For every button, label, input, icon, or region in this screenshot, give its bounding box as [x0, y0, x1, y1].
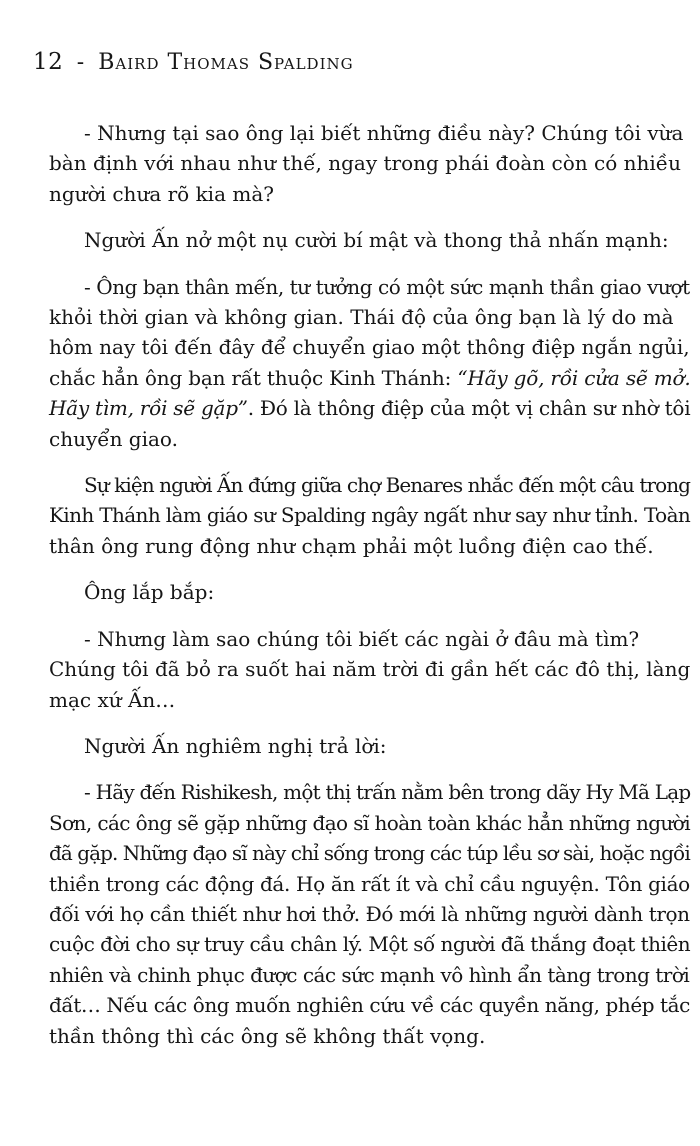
text-line: Kinh Thánh làm giáo sư Spalding ngây ngất như say như tỉnh. Toàn [49, 503, 691, 528]
body-text [49, 118, 691, 1067]
header-separator: - [76, 50, 85, 75]
paragraph [49, 272, 691, 454]
text-line [49, 363, 691, 393]
author-name: Baird Thomas Spalding [98, 50, 354, 75]
text-line: nhiên và chinh phục được các sức mạnh vô hình ẩn tàng trong trời [49, 962, 690, 987]
text-line: hôm nay tôi đến đây để chuyển giao một thông điệp ngắn ngủi, [49, 335, 690, 360]
text-line: Ông lắp bắp: [84, 580, 215, 605]
paragraph [49, 624, 691, 715]
text-line: cuộc đời cho sự truy cầu chân lý. Một số người đã thắng đoạt thiên [49, 932, 691, 957]
quote-italic: Hãy tìm, rồi sẽ gặp” [49, 396, 248, 421]
paragraph [84, 225, 682, 255]
text-line: Sơn, các ông sẽ gặp những đạo sĩ hoàn toàn khác hẳn những người [49, 810, 691, 835]
text-line: thiền trong các động đá. Họ ăn rất ít và chỉ cầu nguyện. Tôn giáo [49, 871, 690, 896]
text-line: đối với họ cần thiết như hơi thở. Đó mới là những người dành trọn [49, 901, 690, 926]
text-line [49, 393, 691, 423]
paragraph [84, 731, 682, 761]
paragraph [84, 577, 682, 607]
text-line: đã gặp. Những đạo sĩ này chỉ sống trong các túp lều sơ sài, hoặc ngồi [49, 841, 690, 866]
text-line: chuyển giao. [49, 426, 178, 451]
text-line: thần thông thì các ông sẽ không thất vọng. [49, 1023, 486, 1048]
text-line: Người Ấn nghiêm nghị trả lời: [84, 733, 387, 758]
text-line: - Nhưng làm sao chúng tôi biết các ngài ở đâu mà tìm? [84, 626, 640, 651]
paragraph [49, 777, 691, 1051]
text-line: Sự kiện người Ấn đứng giữa chợ Benares nhắc đến một câu trong [84, 473, 691, 498]
text-line: Người Ấn nở một nụ cười bí mật và thong thả nhấn mạnh: [84, 228, 669, 253]
paragraph [49, 470, 691, 561]
text-line: Chúng tôi đã bỏ ra suốt hai năm trời đi gần hết các đô thị, làng [49, 657, 691, 682]
page-number: 12 [33, 49, 64, 75]
text-line: - Nhưng tại sao ông lại biết những điều này? Chúng tôi vừa [84, 121, 684, 145]
text-run: . Đó là thông điệp của một vị chân sư nhờ tôi [247, 396, 691, 421]
text-line: - Hãy đến Rishikesh, một thị trấn nằm bên trong dãy Hy Mã Lạp [84, 780, 691, 805]
text-line: bàn định với nhau như thế, ngay trong phái đoàn còn có nhiều [49, 151, 681, 176]
text-run: chắc hẳn ông bạn rất thuộc Kinh Thánh: [49, 365, 458, 390]
paragraph [49, 118, 684, 209]
text-line: người chưa rõ kia mà? [49, 181, 274, 206]
text-line: thân ông rung động như chạm phải một luồng điện cao thế. [49, 533, 654, 558]
text-line: đất… Nếu các ông muốn nghiên cứu về các quyền năng, phép tắc [49, 993, 690, 1018]
text-line: - Ông bạn thân mến, tư tưởng có một sức mạnh thần giao vượt [84, 274, 690, 299]
running-header [33, 49, 354, 75]
text-line: khỏi thời gian và không gian. Thái độ của ông bạn là lý do mà [49, 305, 674, 330]
quote-italic: “Hãy gõ, rồi cửa sẽ mở. [457, 365, 691, 390]
text-line: mạc xứ Ấn… [49, 687, 176, 712]
